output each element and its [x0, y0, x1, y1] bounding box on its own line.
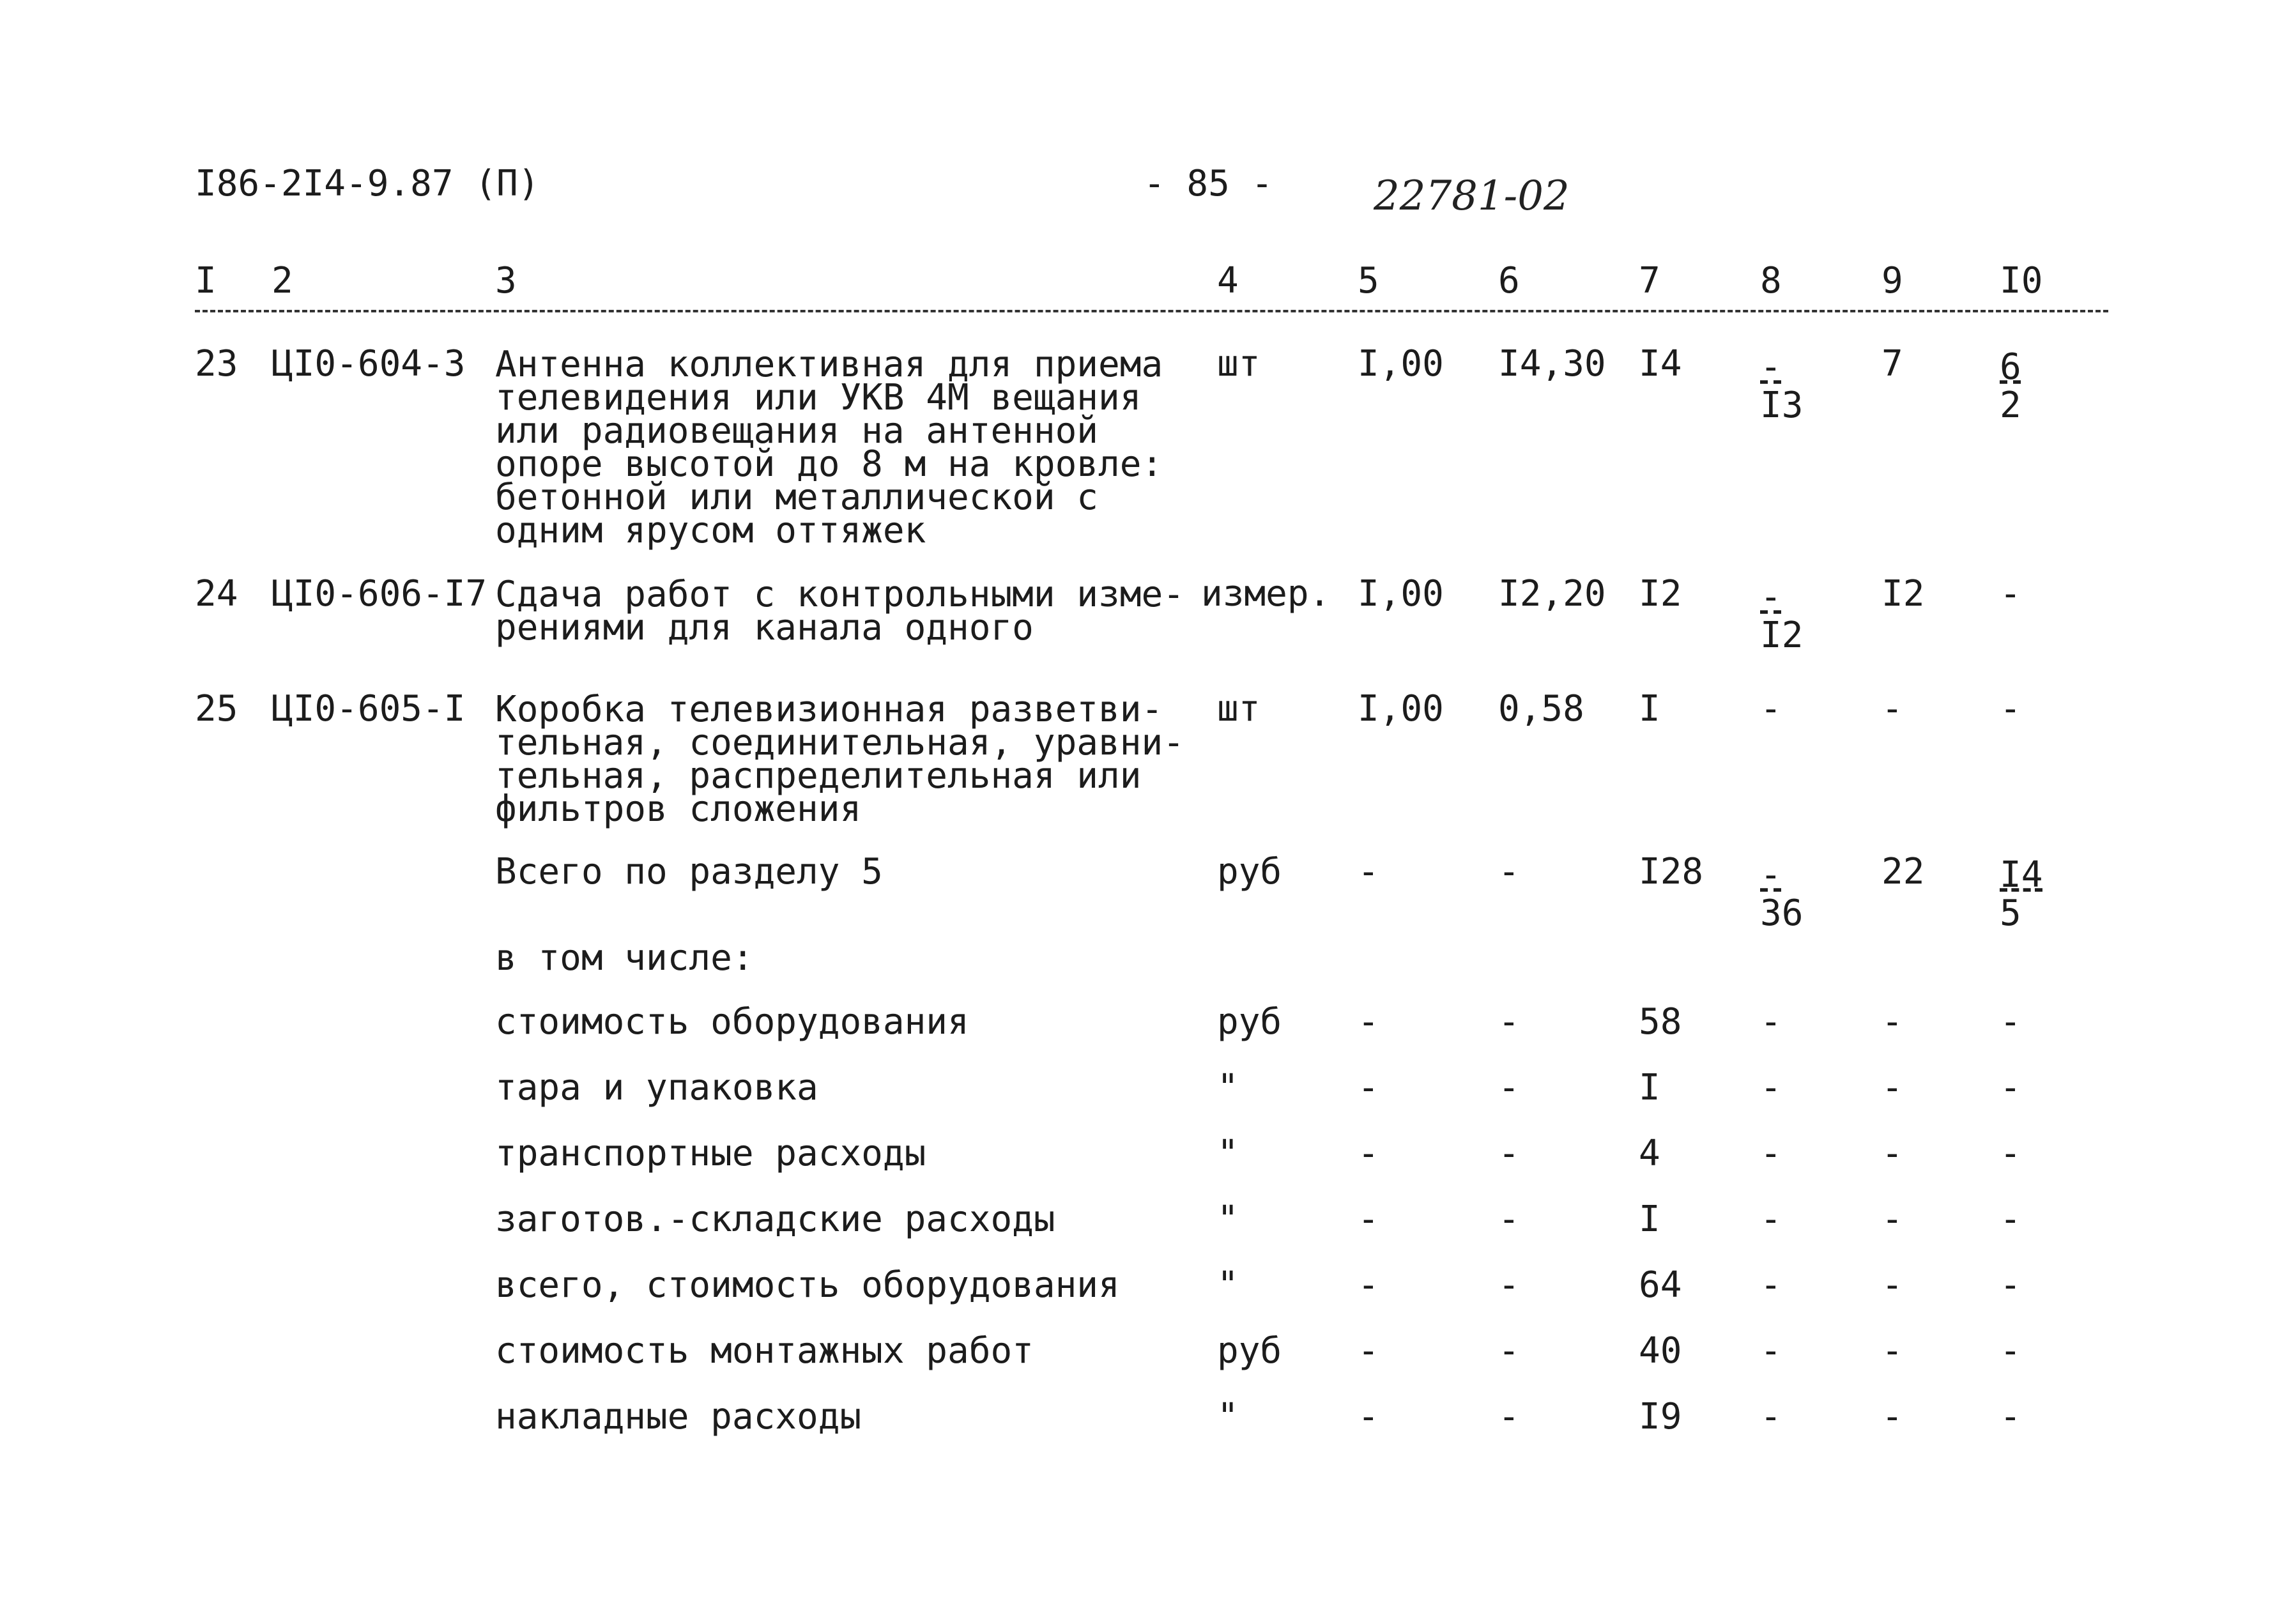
row-unit: шт [1217, 688, 1260, 730]
breakdown-col5: - [1358, 1264, 1379, 1306]
column-header-8: 8 [1760, 260, 1782, 302]
row-code: ЦI0-604-3 [272, 343, 466, 385]
breakdown-col8: - [1760, 1133, 1782, 1174]
column-header-9: 9 [1881, 260, 1903, 302]
breakdown-col6: - [1498, 1330, 1520, 1372]
breakdown-label: транспортные расходы [495, 1133, 926, 1174]
breakdown-col5: - [1358, 1330, 1379, 1372]
breakdown-col9: - [1881, 1396, 1903, 1437]
breakdown-col9: - [1881, 1133, 1903, 1174]
breakdown-col7: I [1639, 1067, 1660, 1108]
row-col8: - [1760, 688, 1782, 730]
row-col6: I2,20 [1498, 573, 1606, 615]
breakdown-col7: 64 [1639, 1264, 1682, 1306]
breakdown-unit: " [1217, 1199, 1239, 1240]
total-col10-fraction [2000, 856, 2042, 933]
page-number: - 85 - [1144, 163, 1273, 204]
row-col7: I2 [1639, 573, 1682, 615]
breakdown-col6: - [1498, 1067, 1520, 1108]
row-col9: 7 [1881, 343, 1903, 385]
breakdown-col9: - [1881, 1067, 1903, 1108]
row-col8-bottom: I2 [1760, 615, 1804, 656]
breakdown-col6: - [1498, 1199, 1520, 1240]
breakdown-col5: - [1358, 1133, 1379, 1174]
breakdown-col7: 40 [1639, 1330, 1682, 1372]
breakdown-label: тара и упаковка [495, 1067, 818, 1108]
row-col5: I,00 [1358, 343, 1444, 385]
total-col8-fraction [1760, 856, 1803, 933]
row-col8-bottom: I3 [1760, 385, 1804, 426]
row-col6: I4,30 [1498, 343, 1606, 385]
breakdown-col8: - [1760, 1264, 1782, 1306]
row-col8-top: - [1760, 346, 1782, 388]
breakdown-col8: - [1760, 1199, 1782, 1240]
column-header-3: 3 [495, 260, 517, 302]
breakdown-col5: - [1358, 1199, 1379, 1240]
breakdown-col6: - [1498, 1133, 1520, 1174]
row-col5: I,00 [1358, 573, 1444, 615]
row-description: Коробка телевизионная разветви- тельная, соединительная, уравни- тельная, распределительная или фильтров сложения [495, 689, 1184, 830]
row-col7: I4 [1639, 343, 1682, 385]
breakdown-col9: - [1881, 1330, 1903, 1372]
total-col7: I28 [1639, 851, 1704, 892]
row-col10-top: 6 [2000, 346, 2021, 388]
breakdown-col8: - [1760, 1067, 1782, 1108]
column-header-6: 6 [1498, 260, 1520, 302]
breakdown-col10: - [2000, 1067, 2021, 1108]
breakdown-col7: 4 [1639, 1133, 1660, 1174]
row-col8-fraction [1760, 578, 1803, 655]
column-header-4: 4 [1217, 260, 1239, 302]
row-unit: шт [1217, 343, 1260, 385]
document-code: I86-2I4-9.87 (П) [195, 163, 540, 204]
breakdown-col10: - [2000, 1396, 2021, 1437]
breakdown-col6: - [1498, 1001, 1520, 1043]
row-number: 23 [195, 343, 238, 385]
row-number: 25 [195, 688, 238, 730]
total-col6: - [1498, 851, 1520, 892]
row-number: 24 [195, 573, 238, 615]
row-col9: - [1881, 688, 1903, 730]
row-col10: - [2000, 573, 2021, 615]
breakdown-col5: - [1358, 1396, 1379, 1437]
column-header-7: 7 [1639, 260, 1660, 302]
total-unit: руб [1217, 851, 1282, 892]
total-col9: 22 [1881, 851, 1925, 892]
breakdown-col6: - [1498, 1264, 1520, 1306]
total-col8-bottom: 36 [1760, 892, 1804, 934]
breakdown-unit: руб [1217, 1330, 1282, 1372]
breakdown-col10: - [2000, 1001, 2021, 1043]
breakdown-col7: I [1639, 1199, 1660, 1240]
row-code: ЦI0-605-I [272, 688, 466, 730]
column-header-1: I [195, 260, 217, 302]
breakdown-col7: I9 [1639, 1396, 1682, 1437]
breakdown-col7: 58 [1639, 1001, 1682, 1043]
breakdown-col10: - [2000, 1264, 2021, 1306]
row-description: Антенна коллективная для приема телевидения или УКВ 4М вещания или радиовещания на антенной опоре высотой до 8 м на кровле: бетонной или металлической с одним ярусом оттяжек [495, 344, 1163, 551]
breakdown-col8: - [1760, 1001, 1782, 1043]
handwritten-number: 22781-02 [1374, 172, 1570, 220]
total-col8-top: - [1760, 854, 1782, 896]
total-label: Всего по разделу 5 [495, 851, 883, 892]
breakdown-label: стоимость монтажных работ [495, 1330, 1034, 1372]
breakdown-unit: руб [1217, 1001, 1282, 1043]
breakdown-col9: - [1881, 1264, 1903, 1306]
column-header-row [195, 259, 2108, 312]
row-col7: I [1639, 688, 1660, 730]
row-description: Сдача работ с контрольными изме- рениями для канала одного [495, 574, 1184, 648]
breakdown-col8: - [1760, 1330, 1782, 1372]
row-col5: I,00 [1358, 688, 1444, 730]
row-unit: измер. [1201, 573, 1331, 615]
breakdown-unit: " [1217, 1396, 1239, 1437]
breakdown-col10: - [2000, 1330, 2021, 1372]
breakdown-col8: - [1760, 1396, 1782, 1437]
breakdown-label: всего, стоимость оборудования [495, 1264, 1120, 1306]
breakdown-unit: " [1217, 1264, 1239, 1306]
breakdown-unit: " [1217, 1133, 1239, 1174]
total-col10-bottom: 5 [2000, 892, 2021, 934]
breakdown-col9: - [1881, 1001, 1903, 1043]
row-col8-top: - [1760, 576, 1782, 618]
breakdown-col10: - [2000, 1133, 2021, 1174]
breakdown-col10: - [2000, 1199, 2021, 1240]
breakdown-label: стоимость оборудования [495, 1001, 969, 1043]
including-label: в том числе: [495, 937, 754, 979]
column-header-2: 2 [272, 260, 293, 302]
breakdown-label: заготов.-складские расходы [495, 1199, 1055, 1240]
row-col8-fraction [1760, 348, 1803, 425]
row-col10-bottom: 2 [2000, 385, 2021, 426]
breakdown-col9: - [1881, 1199, 1903, 1240]
total-col10-top: I4 [2000, 854, 2043, 896]
column-header-10: I0 [2000, 260, 2043, 302]
column-header-5: 5 [1358, 260, 1379, 302]
breakdown-col6: - [1498, 1396, 1520, 1437]
breakdown-col5: - [1358, 1001, 1379, 1043]
row-code: ЦI0-606-I7 [272, 573, 487, 615]
total-col5: - [1358, 851, 1379, 892]
breakdown-unit: " [1217, 1067, 1239, 1108]
breakdown-col5: - [1358, 1067, 1379, 1108]
row-col9: I2 [1881, 573, 1925, 615]
row-col10-fraction [2000, 348, 2021, 425]
row-col10: - [2000, 688, 2021, 730]
breakdown-label: накладные расходы [495, 1396, 862, 1437]
row-col6: 0,58 [1498, 688, 1584, 730]
